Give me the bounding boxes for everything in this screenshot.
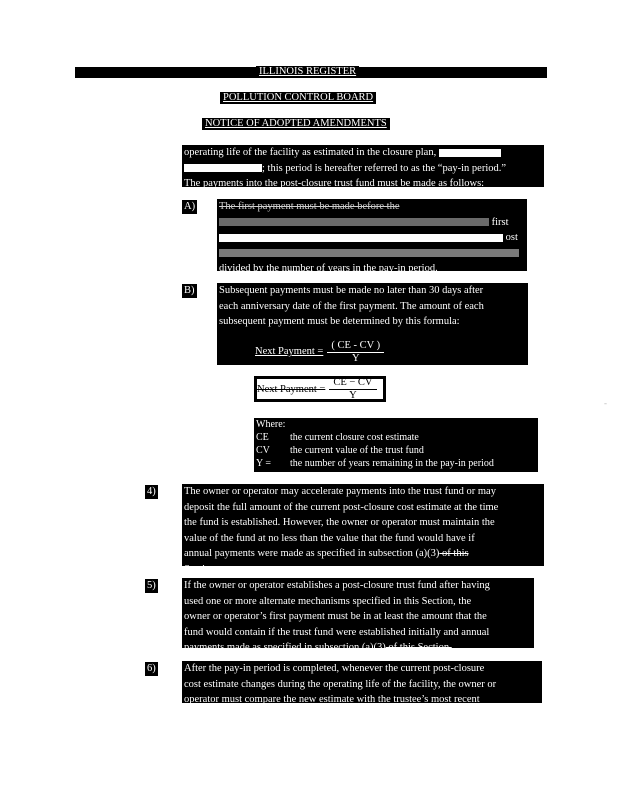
para-5-line-5: payments made as specified in subsection (a)(3) of this Section.: [184, 642, 452, 653]
formula-new: [255, 340, 526, 365]
para-4-line-2: deposit the full amount of the current post-closure cost estimate at the time: [184, 501, 499, 513]
where-definition: the number of years remaining in the pay-in period: [290, 458, 494, 469]
where-row-cv: [256, 444, 536, 457]
formula-old-denominator: Y: [349, 389, 357, 401]
formula-new-label: Next Payment =: [255, 346, 324, 358]
para-4-line-5: annual payments were made as specified in subsection (a)(3) of this: [184, 548, 469, 559]
para-5: [182, 578, 534, 653]
item-b-line-2: each anniversary date of the first payment. The amount of each: [219, 300, 484, 312]
where-block: [254, 418, 538, 472]
redaction-mark: [219, 249, 519, 257]
para-5-line-1: If the owner or operator establishes a post-closure trust fund after having: [184, 580, 490, 591]
formula-old-label: Next Payment =: [257, 383, 326, 395]
para-4: [182, 484, 544, 575]
formula-old-frame: [254, 376, 386, 402]
intro-line-2: ; this period is hereafter referred to as the “pay-in period.”: [184, 161, 542, 177]
item-a-paragraph: [217, 199, 527, 274]
intro-paragraph: [182, 145, 544, 187]
item-a-line-2: first: [219, 215, 525, 231]
para-4-marker: 4): [147, 486, 156, 497]
where-symbol: CV: [256, 445, 270, 456]
para-4-line-4: value of the fund at no less than the value that the fund would have if: [184, 532, 475, 544]
where-definition: the current value of the trust fund: [290, 445, 424, 456]
item-a-marker: A): [184, 201, 196, 212]
formula-old-fraction: [329, 377, 376, 402]
redaction-mark: [439, 149, 501, 157]
formula-new-denominator: Y: [351, 352, 360, 364]
board-title: POLLUTION CONTROL BOARD: [220, 92, 376, 104]
item-a-line-3: ost: [219, 230, 525, 246]
item-b-line-3: subsequent payment must be determined by this formula:: [219, 316, 460, 327]
formula-old-numerator: CE − CV: [329, 377, 376, 390]
item-a-line-4: divided by the number of years in the pay-in period.: [219, 263, 438, 274]
redaction-mark: [219, 218, 489, 226]
where-row-ce: [256, 431, 536, 444]
intro-line-1: operating life of the facility as estimated in the closure plan,: [184, 145, 542, 161]
formula-new-numerator: ( CE - CV ): [327, 340, 384, 353]
item-a-line-3b: [219, 246, 525, 262]
intro-line-3: The payments into the post-closure trust fund must be made as follows:: [184, 178, 485, 189]
para-6-line-3: operator must compare the new estimate with the trustee’s most recent: [184, 694, 480, 705]
para-5-line-3: owner or operator’s first payment must be in at least the amount that the: [184, 611, 487, 622]
item-b-marker: B): [184, 285, 195, 296]
redaction-mark: [219, 234, 503, 242]
notice-title: NOTICE OF ADOPTED AMENDMENTS: [202, 118, 390, 130]
para-6-line-1: After the pay-in period is completed, whenever the current post-closure: [184, 663, 485, 674]
where-row-y: [256, 457, 536, 470]
formula-old: [257, 376, 383, 401]
item-b-paragraph: [217, 283, 528, 365]
where-heading: Where:: [256, 419, 286, 430]
where-symbol: Y =: [256, 458, 271, 469]
para-6: [182, 661, 542, 703]
item-a-struck-line: The first payment must be made before the: [219, 201, 400, 212]
para-5-line-4: fund would contain if the trust fund were established initially and annual: [184, 626, 490, 638]
para-6-line-2: cost estimate changes during the operating life of the facility, the owner or: [184, 678, 497, 690]
para-5-line-2: used one or more alternate mechanisms specified in this Section, the: [184, 595, 472, 607]
margin-mark: -: [604, 398, 607, 408]
para-4-line-6: Section.: [184, 563, 219, 575]
formula-new-fraction: [327, 340, 384, 365]
where-symbol: CE: [256, 432, 269, 443]
para-6-marker: 6): [147, 663, 156, 674]
where-definition: the current closure cost estimate: [290, 432, 419, 443]
redaction-mark: [184, 164, 262, 172]
para-4-line-3: the fund is established. However, the owner or operator must maintain the: [184, 517, 495, 528]
para-4-line-1: The owner or operator may accelerate payments into the trust fund or may: [184, 486, 496, 497]
item-b-line-1: Subsequent payments must be made no later than 30 days after: [219, 285, 484, 296]
para-5-marker: 5): [147, 580, 156, 591]
register-title: ILLINOIS REGISTER: [256, 66, 359, 78]
